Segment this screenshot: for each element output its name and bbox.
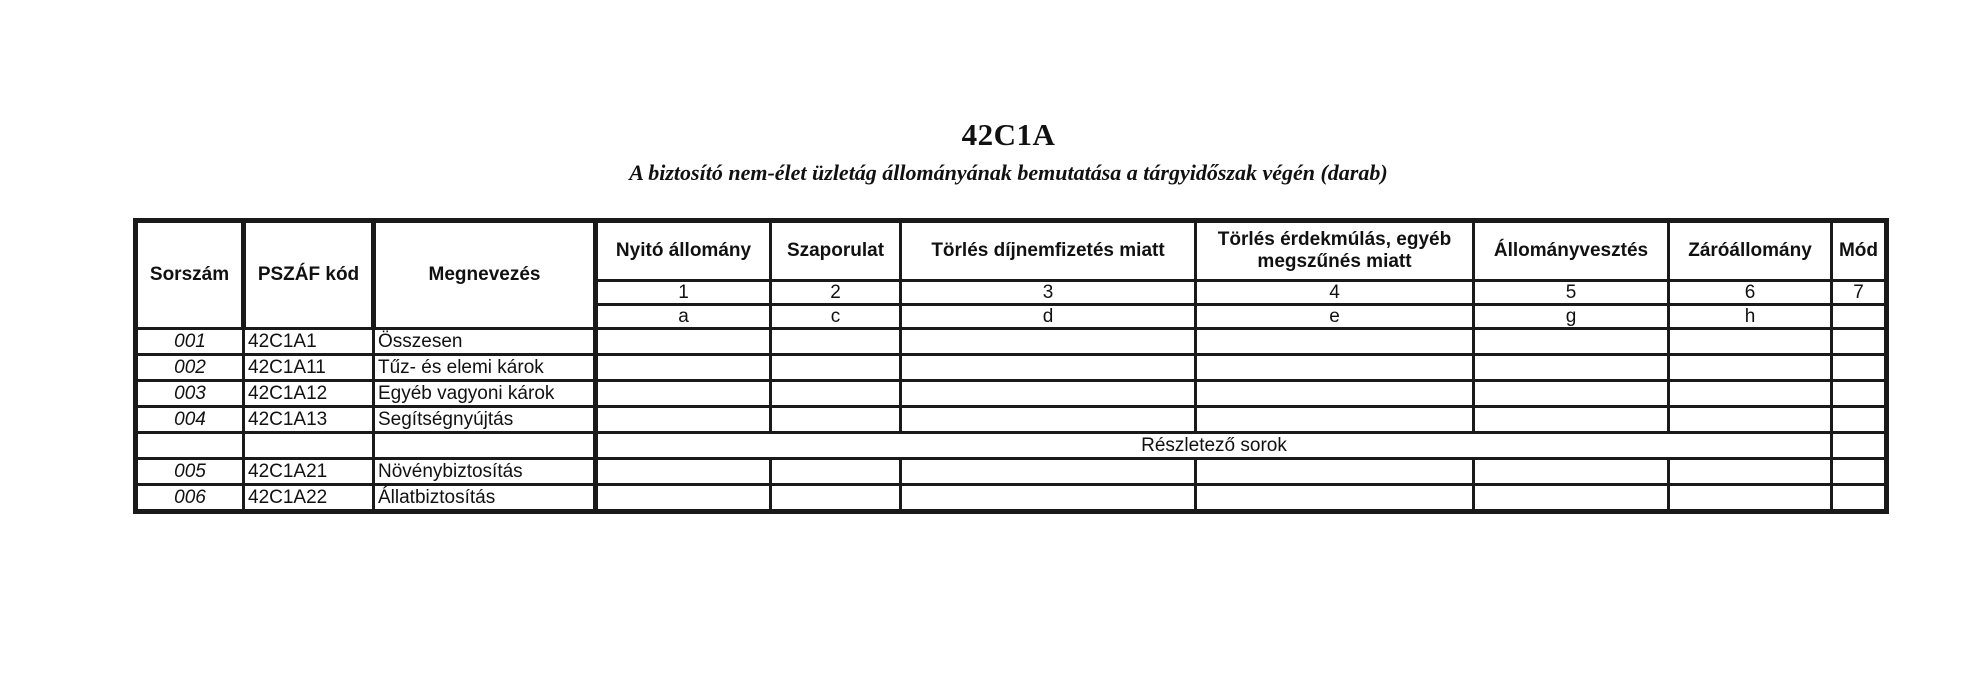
value-cell[interactable] (596, 407, 771, 433)
value-cell[interactable] (1832, 433, 1887, 459)
row-sorszam: 006 (136, 485, 244, 512)
value-cell[interactable] (901, 459, 1196, 485)
value-cell[interactable] (1474, 355, 1669, 381)
col-number: 5 (1474, 281, 1669, 305)
row-sorszam: 004 (136, 407, 244, 433)
value-cell[interactable] (1832, 485, 1887, 512)
empty-cell (374, 433, 596, 459)
form-code-title: 42C1A (961, 117, 1056, 152)
col-code: g (1474, 305, 1669, 329)
data-table (133, 218, 1889, 514)
table-row (136, 381, 1887, 407)
value-cell[interactable] (596, 355, 771, 381)
value-cell[interactable] (1832, 381, 1887, 407)
value-cell[interactable] (1474, 407, 1669, 433)
col-code: c (771, 305, 901, 329)
value-cell[interactable] (1474, 329, 1669, 355)
row-code: 42C1A11 (244, 355, 374, 381)
table-row (136, 355, 1887, 381)
row-name: Egyéb vagyoni károk (374, 381, 596, 407)
value-cell[interactable] (771, 381, 901, 407)
value-cell[interactable] (771, 485, 901, 512)
value-cell[interactable] (1669, 355, 1832, 381)
table-row (136, 329, 1887, 355)
row-sorszam: 005 (136, 459, 244, 485)
value-cell[interactable] (1196, 329, 1474, 355)
value-cell[interactable] (1196, 381, 1474, 407)
col-number: 6 (1669, 281, 1832, 305)
value-cell[interactable] (1832, 329, 1887, 355)
value-cell[interactable] (901, 355, 1196, 381)
row-code: 42C1A12 (244, 381, 374, 407)
col-code (1832, 305, 1887, 329)
header-col-6: Záróállomány (1669, 221, 1832, 281)
value-cell[interactable] (1474, 485, 1669, 512)
value-cell[interactable] (1196, 407, 1474, 433)
value-cell[interactable] (771, 459, 901, 485)
value-cell[interactable] (771, 407, 901, 433)
col-number: 2 (771, 281, 901, 305)
form-subtitle: A biztosító nem-élet üzletág állományának bemutatása a tárgyidőszak végén (darab) (629, 160, 1388, 185)
header-pszaf-kod: PSZÁF kód (244, 221, 374, 329)
value-cell[interactable] (1832, 407, 1887, 433)
header-sorszam: Sorszám (136, 221, 244, 329)
col-code: e (1196, 305, 1474, 329)
header-col-7: Mód (1832, 221, 1887, 281)
table-row (136, 407, 1887, 433)
table-row (136, 459, 1887, 485)
col-code: h (1669, 305, 1832, 329)
value-cell[interactable] (596, 485, 771, 512)
value-cell[interactable] (901, 381, 1196, 407)
value-cell[interactable] (596, 381, 771, 407)
value-cell[interactable] (1669, 407, 1832, 433)
value-cell[interactable] (1196, 459, 1474, 485)
row-sorszam: 002 (136, 355, 244, 381)
header-col-3: Törlés díjnemfizetés miatt (901, 221, 1196, 281)
row-code: 42C1A22 (244, 485, 374, 512)
value-cell[interactable] (901, 407, 1196, 433)
header-col-4: Törlés érdekmúlás, egyéb megszűnés miatt (1196, 221, 1474, 281)
section-label: Részletező sorok (596, 433, 1832, 459)
value-cell[interactable] (1832, 459, 1887, 485)
value-cell[interactable] (1832, 355, 1887, 381)
header-col-5: Állományvesztés (1474, 221, 1669, 281)
col-number: 7 (1832, 281, 1887, 305)
col-number: 1 (596, 281, 771, 305)
row-name: Tűz- és elemi károk (374, 355, 596, 381)
row-sorszam: 001 (136, 329, 244, 355)
value-cell[interactable] (771, 355, 901, 381)
empty-cell (136, 433, 244, 459)
col-code: a (596, 305, 771, 329)
value-cell[interactable] (1474, 381, 1669, 407)
empty-cell (244, 433, 374, 459)
col-number: 4 (1196, 281, 1474, 305)
row-code: 42C1A13 (244, 407, 374, 433)
header-row (136, 221, 1887, 281)
col-number: 3 (901, 281, 1196, 305)
value-cell[interactable] (1669, 381, 1832, 407)
row-code: 42C1A1 (244, 329, 374, 355)
row-sorszam: 003 (136, 381, 244, 407)
header-col-2: Szaporulat (771, 221, 901, 281)
value-cell[interactable] (596, 459, 771, 485)
value-cell[interactable] (1196, 355, 1474, 381)
value-cell[interactable] (901, 329, 1196, 355)
value-cell[interactable] (1196, 485, 1474, 512)
row-name: Segítségnyújtás (374, 407, 596, 433)
value-cell[interactable] (901, 485, 1196, 512)
value-cell[interactable] (771, 329, 901, 355)
section-row (136, 433, 1887, 459)
row-code: 42C1A21 (244, 459, 374, 485)
header-megnevezes: Megnevezés (374, 221, 596, 329)
value-cell[interactable] (1669, 485, 1832, 512)
col-code: d (901, 305, 1196, 329)
value-cell[interactable] (1669, 459, 1832, 485)
value-cell[interactable] (1669, 329, 1832, 355)
value-cell[interactable] (596, 329, 771, 355)
value-cell[interactable] (1474, 459, 1669, 485)
row-name: Növénybiztosítás (374, 459, 596, 485)
row-name: Állatbiztosítás (374, 485, 596, 512)
row-name: Összesen (374, 329, 596, 355)
table-row (136, 485, 1887, 512)
header-col-1: Nyitó állomány (596, 221, 771, 281)
